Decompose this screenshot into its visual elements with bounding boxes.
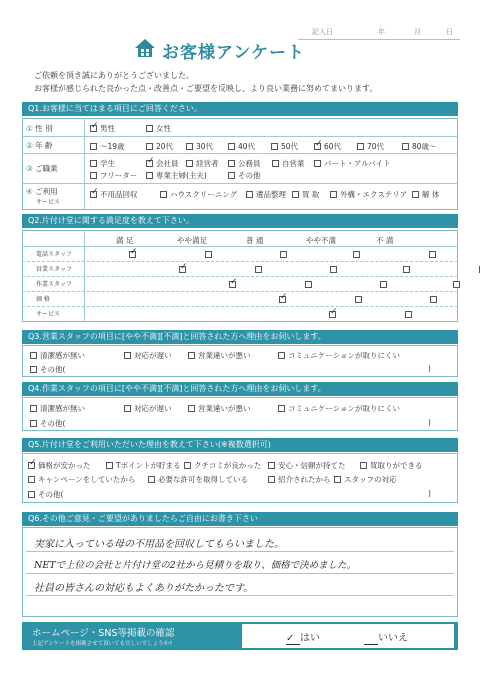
option-service-exterior[interactable]: 外構・エクステリア <box>330 189 407 200</box>
checkbox-job-part-time[interactable] <box>314 160 321 167</box>
intro-line-1: ご依頼を頂き誠にありがとうございました。 <box>34 71 194 80</box>
option-age-80plus[interactable]: 80歳〜 <box>402 141 437 152</box>
q2-rating-checkbox[interactable] <box>453 281 460 288</box>
checkbox-job-civil-servant[interactable] <box>228 160 235 167</box>
q2-col-somewhat-satisfied: やや満足 <box>177 236 207 245</box>
q2-rating-checkbox[interactable] <box>205 251 212 258</box>
checkbox-service-exterior[interactable] <box>330 191 337 198</box>
q2-rating-checkbox[interactable] <box>355 296 362 303</box>
comment-line-2: NETで上位の会社と片付け堂の2社から見積りを取り、価格で決めました。 <box>34 560 357 571</box>
q2-heading: Q2.片付け堂に関する満足度を教えて下さい。 <box>22 214 458 228</box>
q1-row-gender-label: ① 性 別 <box>26 124 53 133</box>
checkbox-q3-other[interactable] <box>30 366 37 373</box>
checkbox-job-employee[interactable] <box>146 160 153 167</box>
option-service-buyback[interactable]: 買 取 <box>292 189 319 200</box>
q2-rating-checkbox[interactable] <box>430 296 437 303</box>
date-label: 記入日 <box>312 28 333 36</box>
q5-option-buyback[interactable]: 買取りができる <box>360 460 423 471</box>
q1-row-service-label: ④ ご利用 <box>26 187 58 196</box>
consent-yes[interactable]: ✓ はい <box>286 633 320 644</box>
checkbox-q5-reviews[interactable] <box>184 462 191 469</box>
checkbox-q3-sales-attitude[interactable] <box>188 352 195 359</box>
q2-row-label: 営業スタッフ <box>36 266 73 273</box>
checkbox-q5-staff[interactable] <box>334 476 341 483</box>
checkbox-age-60s[interactable] <box>314 143 321 150</box>
checkbox-age-20s[interactable] <box>146 143 153 150</box>
q2-rating-checkbox[interactable] <box>279 296 286 303</box>
q5-option-cheap[interactable]: ✓価格が安かった <box>28 460 91 471</box>
checkbox-q4-slow[interactable] <box>124 405 131 412</box>
q4-other-close: ) <box>428 418 431 427</box>
q3-heading: Q3.営業スタッフの項目に[やや不満][不満]と回答された方へ理由をお伺いします。 <box>22 330 458 344</box>
month-unit: 月 <box>414 28 421 36</box>
q5-option-campaign[interactable]: キャンペーンをしていたから <box>28 474 135 485</box>
checkbox-q5-referral[interactable] <box>268 476 275 483</box>
checkbox-q3-unclean[interactable] <box>30 352 37 359</box>
checkbox-q4-communication[interactable] <box>278 405 285 412</box>
q5-option-trust[interactable]: 安心・信頼が持てた <box>268 460 346 471</box>
checkbox-age-80plus[interactable] <box>402 143 409 150</box>
q2-rating-checkbox[interactable] <box>403 266 410 273</box>
q3-option-other[interactable]: その他( <box>30 364 65 375</box>
option-job-employee[interactable]: ✓ 会社員 <box>146 158 179 169</box>
checkbox-job-freeter[interactable] <box>90 172 97 179</box>
checkbox-age-30s[interactable] <box>186 143 193 150</box>
comment-line-1: 実家に入っている母の不用品を回収してもらいました。 <box>34 539 284 550</box>
q2-rating-checkbox[interactable] <box>353 251 360 258</box>
q3-option-sales-attitude[interactable]: 営業違いが悪い <box>188 350 251 361</box>
option-age-70s[interactable]: 70代 <box>357 141 384 152</box>
q5-option-reviews[interactable]: クチコミが良かった <box>184 460 261 471</box>
q2-row-label: 電話スタッフ <box>36 251 73 258</box>
option-age-60s[interactable]: ✓ 60代 <box>314 141 341 152</box>
checkbox-service-junk-removal[interactable] <box>90 191 97 198</box>
q2-row-label: 作業スタッフ <box>36 281 73 288</box>
checkbox-job-executive[interactable] <box>186 160 193 167</box>
option-job-part-time[interactable]: パート・アルバイト <box>314 158 391 169</box>
option-job-civil-servant[interactable]: 公務員 <box>228 158 261 169</box>
checkbox-job-homemaker[interactable] <box>146 172 153 179</box>
consent-no-check[interactable] <box>364 633 378 645</box>
option-service-junk-removal[interactable]: ✓不用品回収 <box>90 189 138 200</box>
q5-option-referral[interactable]: 紹介されたから <box>268 474 331 485</box>
checkbox-q5-license[interactable] <box>148 476 155 483</box>
q2-rating-checkbox[interactable] <box>129 251 136 258</box>
footer-title: ホームページ・SNS等掲載の確認 <box>32 628 175 639</box>
checkbox-q5-cheap[interactable] <box>28 462 35 469</box>
option-age-30s[interactable]: 30代 <box>186 141 213 152</box>
q1-row-job-label: ③ ご職業 <box>26 164 58 173</box>
checkbox-q5-buyback[interactable] <box>360 462 367 469</box>
q4-heading: Q4.作業スタッフの項目に[やや不満][不満]と回答された方へ理由をお伺いします。 <box>22 382 458 396</box>
checkbox-q4-other[interactable] <box>30 420 37 427</box>
q2-rating-checkbox[interactable] <box>330 266 337 273</box>
checkbox-service-buyback[interactable] <box>292 191 299 198</box>
checkbox-q5-other[interactable] <box>28 491 35 498</box>
option-male[interactable]: ✓男性 <box>90 123 115 134</box>
checkbox-q3-slow[interactable] <box>124 352 131 359</box>
q2-rating-checkbox[interactable] <box>179 266 186 273</box>
q2-rating-checkbox[interactable] <box>280 251 287 258</box>
checkbox-age-50s[interactable] <box>271 143 278 150</box>
option-job-freeter[interactable]: フリーター <box>90 170 137 181</box>
q2-col-neutral: 普 通 <box>246 236 264 245</box>
checkbox-job-student[interactable] <box>90 160 97 167</box>
q2-rating-checkbox[interactable] <box>255 266 262 273</box>
option-service-house-cleaning[interactable]: ハウスクリーニング <box>160 189 237 200</box>
option-service-demolition[interactable]: 解 体 <box>412 189 439 200</box>
q2-col-satisfied: 満 足 <box>116 236 134 245</box>
q4-option-other[interactable]: その他( <box>30 418 65 429</box>
q4-option-communication[interactable]: コミュニケーションが取りにくい <box>278 403 400 414</box>
q2-rating-checkbox[interactable] <box>305 281 312 288</box>
q5-other-close: ) <box>428 489 431 498</box>
checkbox-q5-campaign[interactable] <box>28 476 35 483</box>
checkbox-service-estate-clearing[interactable] <box>246 191 253 198</box>
option-job-other[interactable]: その他 <box>228 170 261 181</box>
footer-note: 上記アンケートを掲載させて頂いても宜しいでしょうか? <box>32 641 173 647</box>
checkbox-q5-tpoint[interactable] <box>106 462 113 469</box>
checkbox-service-house-cleaning[interactable] <box>160 191 167 198</box>
q5-option-staff[interactable]: スタッフの対応 <box>334 474 397 485</box>
q5-option-tpoint[interactable]: Tポイントが貯まる <box>106 460 181 471</box>
q3-option-slow[interactable]: 対応が遅い <box>124 350 172 361</box>
q5-option-license[interactable]: 必要な許可を取得している <box>148 474 248 485</box>
q2-rating-checkbox[interactable] <box>329 311 336 318</box>
consent-no[interactable]: いいえ <box>364 629 408 645</box>
checkbox-age-40s[interactable] <box>228 143 235 150</box>
checkbox-age-70s[interactable] <box>357 143 364 150</box>
q6-heading: Q6.その他ご意見・ご要望がありましたらご自由にお書き下さい <box>22 512 458 526</box>
q3-other-close: ) <box>428 364 431 373</box>
checkbox-job-self-employed[interactable] <box>272 160 279 167</box>
q1-row-age-label: ② 年 齢 <box>26 141 53 150</box>
year-unit: 年 <box>378 28 385 36</box>
option-job-student[interactable]: 学生 <box>90 158 115 169</box>
consent-panel <box>242 624 454 648</box>
checkbox-job-other[interactable] <box>228 172 235 179</box>
intro-line-2: お客様が感じられた良かった点・改善点・ご要望を反映し、より良い業務に努めてまいります。 <box>34 84 378 93</box>
checkbox-age-under19[interactable] <box>90 143 97 150</box>
consent-yes-check[interactable]: ✓ <box>286 633 300 645</box>
day-unit: 日 <box>446 28 453 36</box>
q2-rating-checkbox[interactable] <box>405 311 412 318</box>
q2-row-label: 価 格 <box>36 296 50 303</box>
q2-rating-checkbox[interactable] <box>380 281 387 288</box>
option-age-50s[interactable]: 50代 <box>271 141 298 152</box>
house-icon <box>134 38 156 58</box>
checkbox-male[interactable] <box>90 125 97 132</box>
footer-bar <box>22 622 458 650</box>
q5-option-other[interactable]: その他( <box>28 489 63 500</box>
q2-col-somewhat-dissatisfied: やや不満 <box>306 236 336 245</box>
q4-option-slow[interactable]: 対応が遅い <box>124 403 172 414</box>
q3-option-unclean[interactable]: 清潔感が無い <box>30 350 85 361</box>
page-title: お客様アンケート <box>162 43 305 63</box>
option-age-40s[interactable]: 40代 <box>228 141 255 152</box>
checkbox-service-demolition[interactable] <box>412 191 419 198</box>
option-job-self-employed[interactable]: 自営業 <box>272 158 305 169</box>
checkbox-q3-communication[interactable] <box>278 352 285 359</box>
option-female[interactable]: 女性 <box>146 123 171 134</box>
checkbox-q5-trust[interactable] <box>268 462 275 469</box>
q2-row-label: サービス <box>36 311 61 318</box>
q5-heading: Q5.片付け堂をご利用いただいた理由を教えて下さい(※複数選択可) <box>22 438 458 452</box>
q2-rating-checkbox[interactable] <box>229 281 236 288</box>
option-job-executive[interactable]: 経営者 <box>186 158 219 169</box>
q1-row-service-sublabel: サービス <box>36 199 61 206</box>
checkbox-female[interactable] <box>146 125 153 132</box>
option-age-under19[interactable]: 〜19歳 <box>90 141 125 152</box>
q4-option-unclean[interactable]: 清潔感が無い <box>30 403 85 414</box>
date-field <box>298 26 460 40</box>
comment-line-3: 社員の皆さんの対応もよくありがたかったです。 <box>34 583 254 594</box>
checkbox-q4-unclean[interactable] <box>30 405 37 412</box>
q3-option-communication[interactable]: コミュニケーションが取りにくい <box>278 350 400 361</box>
q1-heading: Q1.お客様に当てはまる項目にご回答ください。 <box>22 102 458 116</box>
q4-option-sales-attitude[interactable]: 営業違いが悪い <box>188 403 251 414</box>
option-age-20s[interactable]: 20代 <box>146 141 173 152</box>
option-service-estate-clearing[interactable]: 遺品整理 <box>246 189 286 200</box>
checkbox-q4-sales-attitude[interactable] <box>188 405 195 412</box>
q2-col-dissatisfied: 不 満 <box>376 236 394 245</box>
q2-rating-checkbox[interactable] <box>429 251 436 258</box>
option-job-homemaker[interactable]: 専業主婦(主夫) <box>146 170 207 181</box>
